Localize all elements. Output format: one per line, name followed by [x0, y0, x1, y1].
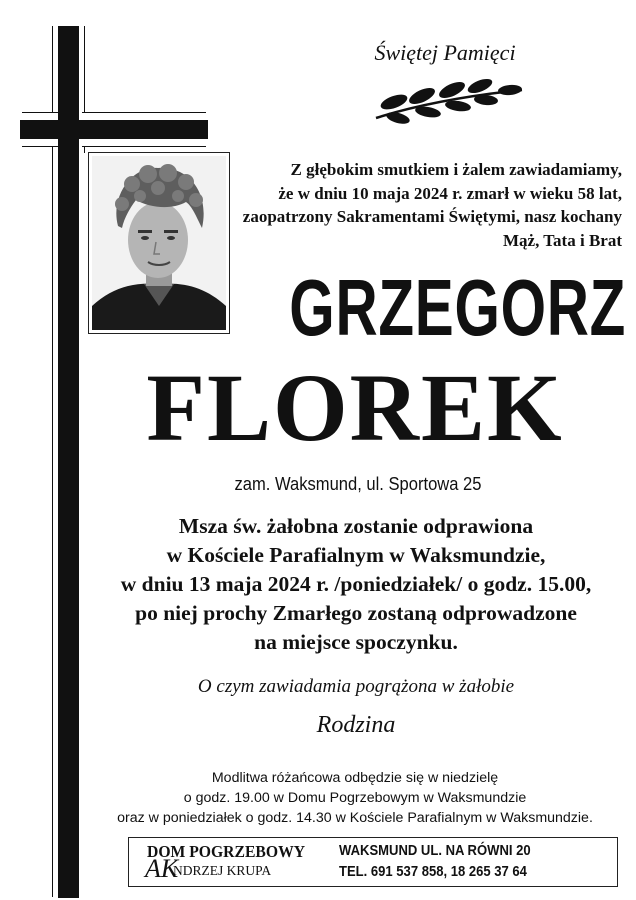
palm-branch-icon [374, 78, 524, 124]
funeral-home-box [128, 837, 618, 887]
intro-line: Z głębokim smutkiem i żalem zawiadamiamy, [290, 160, 622, 179]
mourning-text: O czym zawiadamia pogrążona w żałobie [197, 676, 515, 697]
cross-outline [22, 146, 78, 147]
rosary-line: Modlitwa różańcowa odbędzie się w niedzielę [211, 770, 499, 786]
deceased-address: zam. Waksmund, ul. Sportowa 25 [234, 474, 482, 494]
mass-line: na miejsce spoczynku. [254, 630, 458, 654]
mass-line: w dniu 13 maja 2024 r. /poniedziałek/ o godz. 15.00, [120, 572, 592, 596]
mass-info [90, 512, 622, 657]
mass-line: Msza św. żałobna zostanie odprawiona [178, 514, 534, 538]
deceased-last-name: FLOREK [146, 354, 564, 461]
funeral-home-logo: AK [145, 854, 179, 883]
funeral-home-phone: TEL. 691 537 858, 18 265 37 64 [339, 864, 527, 880]
cross-outline [84, 26, 85, 112]
portrait-image [92, 156, 226, 330]
intro-line: zaopatrzony Sakramentami Świętymi, nasz kochany [242, 207, 622, 226]
intro-text [232, 158, 622, 252]
deceased-first-name: GRZEGORZ [289, 263, 627, 352]
cross-vertical-bar [58, 26, 79, 898]
intro-line: że w dniu 10 maja 2024 r. zmarł w wieku 58 lat, [278, 183, 622, 203]
funeral-home-owner: NDRZEJ KRUPA [173, 863, 272, 878]
cross-outline [82, 146, 206, 147]
cross-outline [22, 112, 78, 113]
rosary-line: o godz. 19.00 w Domu Pogrzebowym w Waksmundzie [183, 790, 527, 806]
cross-outline [52, 147, 53, 897]
header-title: Świętej Pamięci [374, 40, 516, 65]
mass-line: w Kościele Parafialnym w Waksmundzie, [166, 543, 546, 567]
family-signature: Rodzina [316, 712, 396, 738]
cross-outline [52, 26, 53, 112]
portrait-photo [88, 152, 230, 334]
rosary-info [80, 768, 630, 828]
cross-horizontal-bar [20, 120, 208, 139]
mass-line: po niej prochy Zmarłego zostaną odprowadzone [135, 601, 577, 625]
intro-line: Mąż, Tata i Brat [503, 230, 622, 250]
funeral-home-address: WAKSMUND UL. NA RÓWNI 20 [339, 843, 531, 859]
cross-outline [82, 112, 206, 113]
cross-outline [84, 147, 85, 153]
rosary-line: oraz w poniedziałek o godz. 14.30 w Kościele Parafialnym w Waksmundzie. [117, 810, 593, 826]
funeral-home-name: DOM POGRZEBOWY [147, 842, 306, 861]
